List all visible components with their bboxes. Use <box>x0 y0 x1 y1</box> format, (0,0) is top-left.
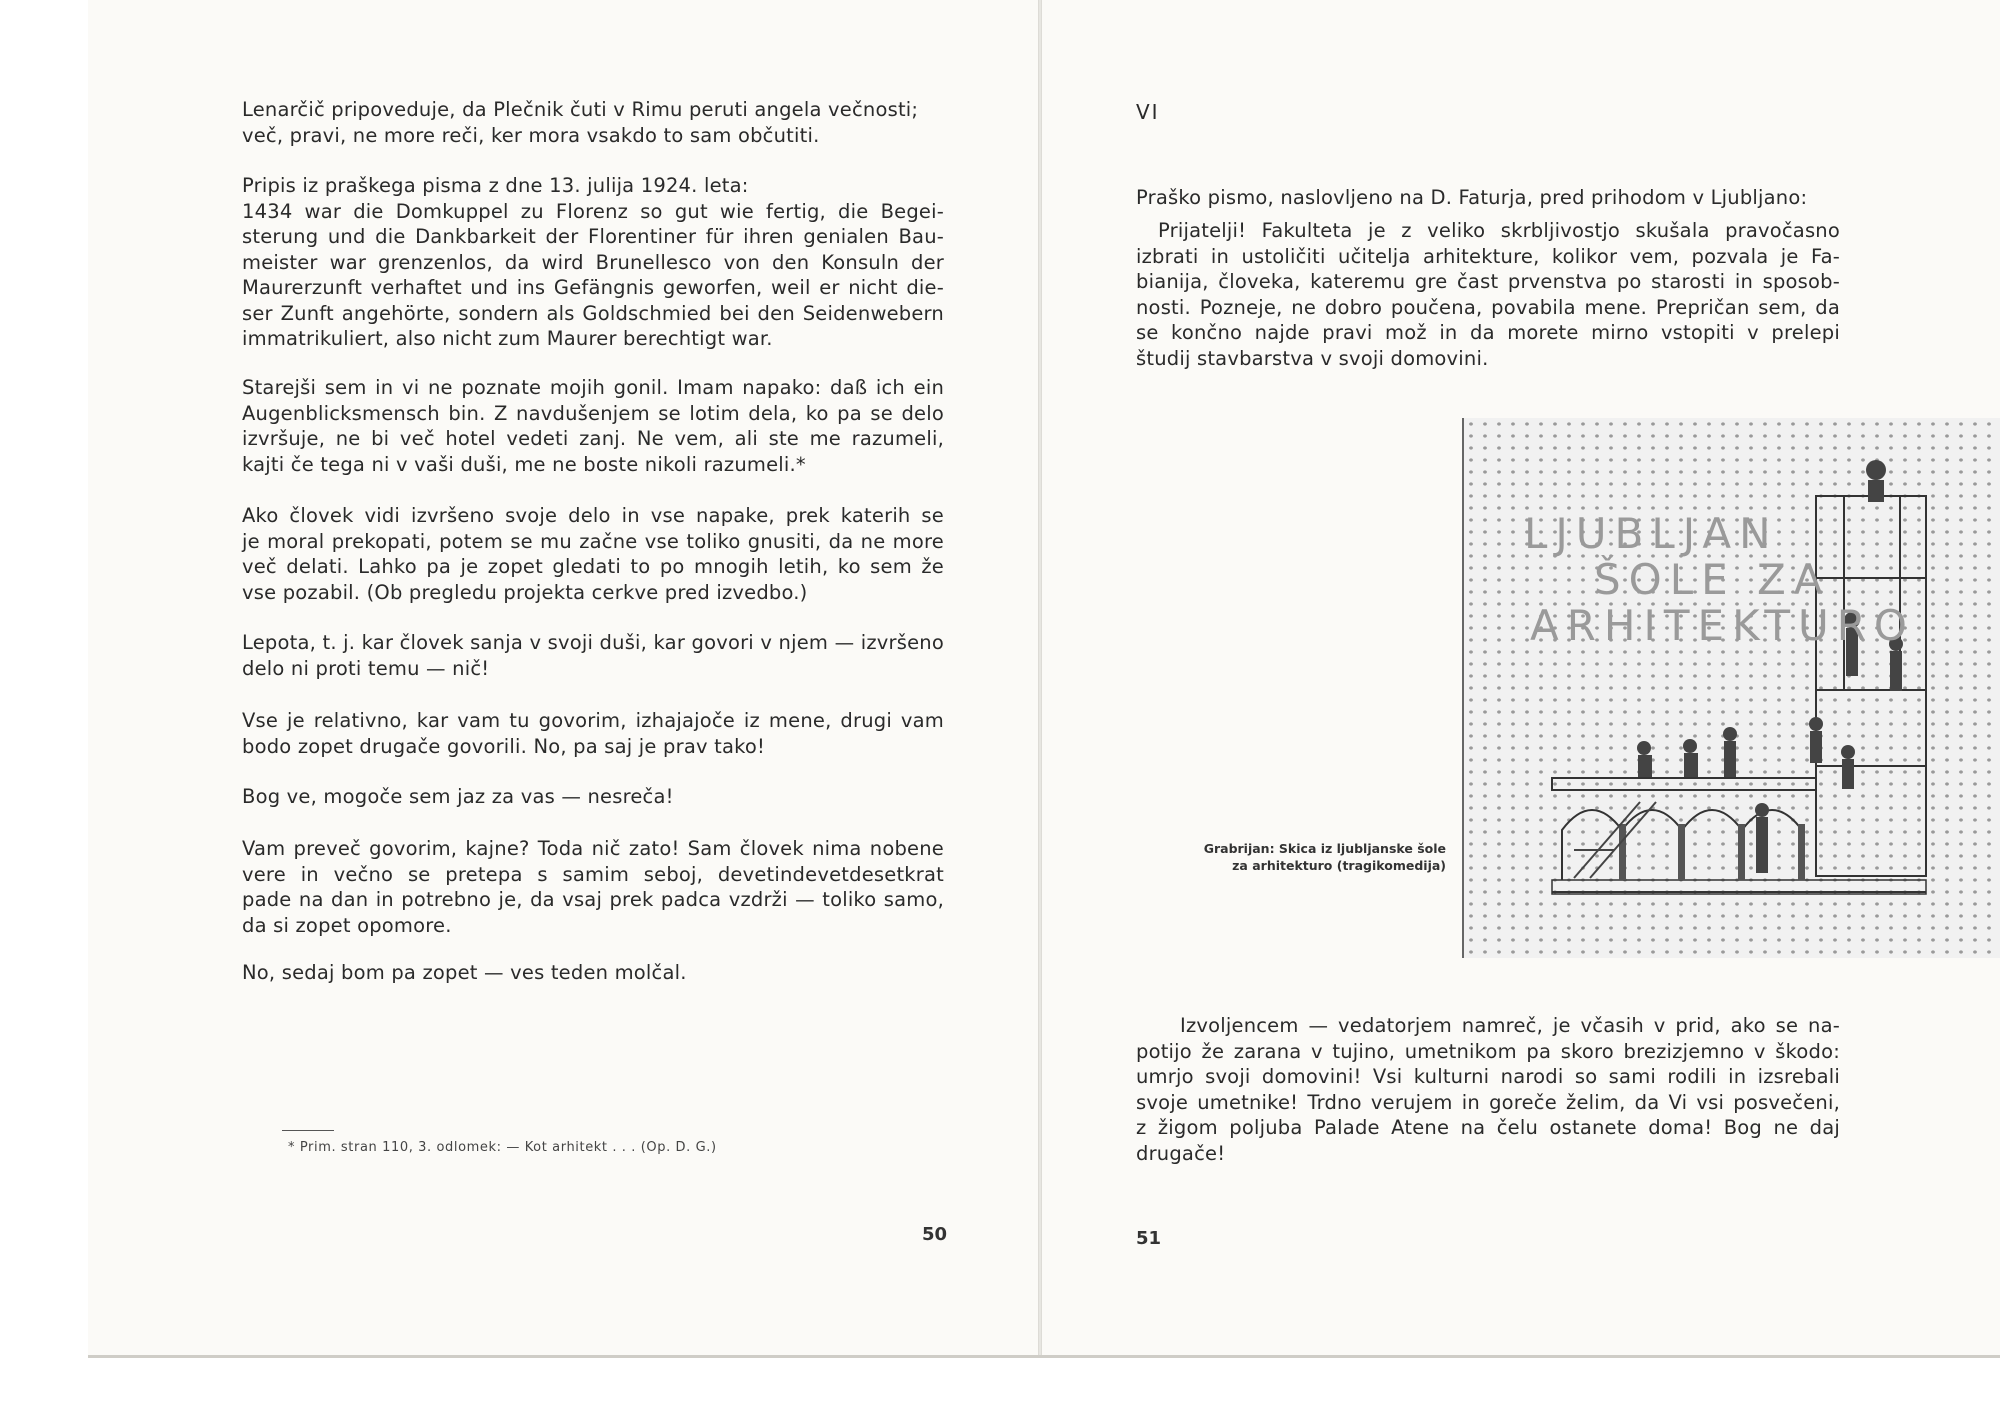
page-number-left: 50 <box>922 1224 948 1245</box>
footnote-divider <box>282 1130 334 1131</box>
sketch-text-line-2: ŠOLE ZA <box>1594 555 1831 604</box>
text-line: je moral prekopati, potem se mu začne vse toliko gnusiti, da ne more <box>242 529 944 553</box>
text-line: svoje umetnike! Trdno verujem in goreče želim, da Vi vsi posvečeni, <box>1136 1090 1840 1114</box>
text-line: meister war grenzenlos, da wird Brunellesco von den Konsuln der <box>242 250 944 274</box>
text-line: Starejši sem in vi ne poznate mojih gonil. Imam napako: daß ich ein <box>242 376 944 399</box>
caption-line: Grabrijan: Skica iz ljubljanske šole <box>1203 841 1446 856</box>
text-line: Praško pismo, naslovljeno na D. Faturja, pred prihodom v Ljubljano: <box>1136 186 1808 209</box>
page-number-right: 51 <box>1136 1228 1162 1249</box>
text-line: bianija, človeka, kateremu gre čast prvenstva po starosti in sposob- <box>1136 270 1840 293</box>
sketch-drawing <box>1464 418 2000 958</box>
text-line: več delati. Lahko pa je zopet gledati to po mnogih letih, ko sem že <box>242 555 944 578</box>
caption-line: za arhitekturo (tragikomedija) <box>1232 858 1446 873</box>
sketch-text-line-3: ARHITEKTURO <box>1530 601 1915 650</box>
chapter-heading: VI <box>1136 100 1160 124</box>
text-line: immatrikuliert, also nicht zum Maurer berechtigt war. <box>242 327 773 350</box>
text-line: bodo zopet drugače govorili. No, pa saj je prav tako! <box>242 734 766 758</box>
text-line: Lenarčič pripoveduje, da Plečnik čuti v Rimu peruti angela večnosti; <box>242 98 919 121</box>
text-line: pade na dan in potrebno je, da vsaj prek padca vzdrži — toliko samo, <box>242 888 944 911</box>
text-line: Bog ve, mogoče sem jaz za vas — nesreča! <box>242 785 674 808</box>
text-line: delo ni proti temu — nič! <box>242 656 490 680</box>
footnote: * Prim. stran 110, 3. odlomek: — Kot arhitekt . . . (Op. D. G.) <box>288 1140 717 1155</box>
sketch-floor <box>1552 778 1816 790</box>
text-line: Vam preveč govorim, kajne? Toda nič zato! Sam človek nima nobene <box>242 837 944 860</box>
text-line: Augenblicksmensch bin. Z navdušenjem se lotim dela, ko pa se delo <box>242 401 944 425</box>
left-paragraph-2 <box>242 173 944 352</box>
book-spine <box>1038 0 1042 1358</box>
text-line: potijo že zarana v tujino, umetnikom pa skoro brezizjemno v škodo: <box>1136 1039 1840 1063</box>
text-line: Lepota, t. j. kar človek sanja v svoji duši, kar govori v njem — izvršeno <box>242 631 944 654</box>
text-line: sterung und die Dankbarkeit der Florentiner für ihren genialen Bau- <box>242 225 944 248</box>
left-paragraph-9 <box>242 960 687 986</box>
left-paragraph-3 <box>242 375 944 477</box>
right-intro <box>1136 185 1807 211</box>
sketch-tower <box>1816 496 1926 876</box>
text-line: izvršuje, ne bi več hotel vedeti zanj. Ne vem, ali ste me razumeli, <box>242 427 944 450</box>
text-line: Vse je relativno, kar vam tu govorim, izhajajoče iz mene, drugi vam <box>242 709 944 732</box>
text-line: Prijatelji! Fakulteta je z veliko skrbljivostjo skušala pravočasno <box>1158 219 1840 242</box>
figure-sketch <box>1462 418 2000 958</box>
text-line: da si zopet opomore. <box>242 913 452 937</box>
page-bottom-edge <box>88 1355 2000 1358</box>
text-line: več, pravi, ne more reči, ker mora vsakdo to sam občutiti. <box>242 123 820 147</box>
text-line: drugače! <box>1136 1141 1226 1165</box>
text-line: Maurerzunft verhaftet und ins Gefängnis geworfen, weil er nicht die- <box>242 276 944 299</box>
text-line: z žigom poljuba Palade Atene na čelu ostanete doma! Bog ne daj <box>1136 1116 1840 1139</box>
text-line: vere in večno se pretepa s samim seboj, devetindevetdesetkrat <box>242 862 944 886</box>
right-letter-2 <box>1136 1013 1840 1166</box>
left-paragraph-6 <box>242 708 944 759</box>
text-line: izbrati in ustoličiti učitelja arhitekture, kolikor vem, pozvala je Fa- <box>1136 244 1840 268</box>
text-line: ser Zunft angehörte, sondern als Goldschmied bei den Seidenwebern <box>242 301 944 325</box>
left-paragraph-5 <box>242 630 944 681</box>
sketch-text-line-1: LJUBLJAN <box>1524 509 1779 558</box>
text-line: umrjo svoji domovini! Vsi kulturni narodi so sami rodili in izsrebali <box>1136 1065 1840 1088</box>
figure-caption <box>1150 840 1446 874</box>
text-line: nosti. Pozneje, ne dobro poučena, povabila mene. Prepričan sem, da <box>1136 295 1840 319</box>
left-paragraph-1 <box>242 97 918 148</box>
text-line: Pripis iz praškega pisma z dne 13. julija 1924. leta: <box>242 174 749 197</box>
text-line: se končno najde pravi mož in da morete mirno vstopiti v prelepi <box>1136 321 1840 344</box>
text-line: Ako človek vidi izvršeno svoje delo in vse napake, prek katerih se <box>242 504 944 527</box>
text-line: študij stavbarstva v svoji domovini. <box>1136 346 1489 370</box>
right-letter-1 <box>1136 218 1840 371</box>
text-line: No, sedaj bom pa zopet — ves teden molčal. <box>242 961 687 984</box>
left-paragraph-4 <box>242 503 944 605</box>
left-paragraph-7 <box>242 784 674 810</box>
text-line: vse pozabil. (Ob pregledu projekta cerkve pred izvedbo.) <box>242 580 808 604</box>
left-paragraph-8 <box>242 836 944 938</box>
text-line: kajti če tega ni v vaši duši, me ne boste nikoli razumeli.* <box>242 452 806 476</box>
text-line: Izvoljencem — vedatorjem namreč, je včasih v prid, ako se na- <box>1180 1014 1840 1037</box>
text-line: 1434 war die Domkuppel zu Florenz so gut wie fertig, die Begei- <box>242 199 944 223</box>
